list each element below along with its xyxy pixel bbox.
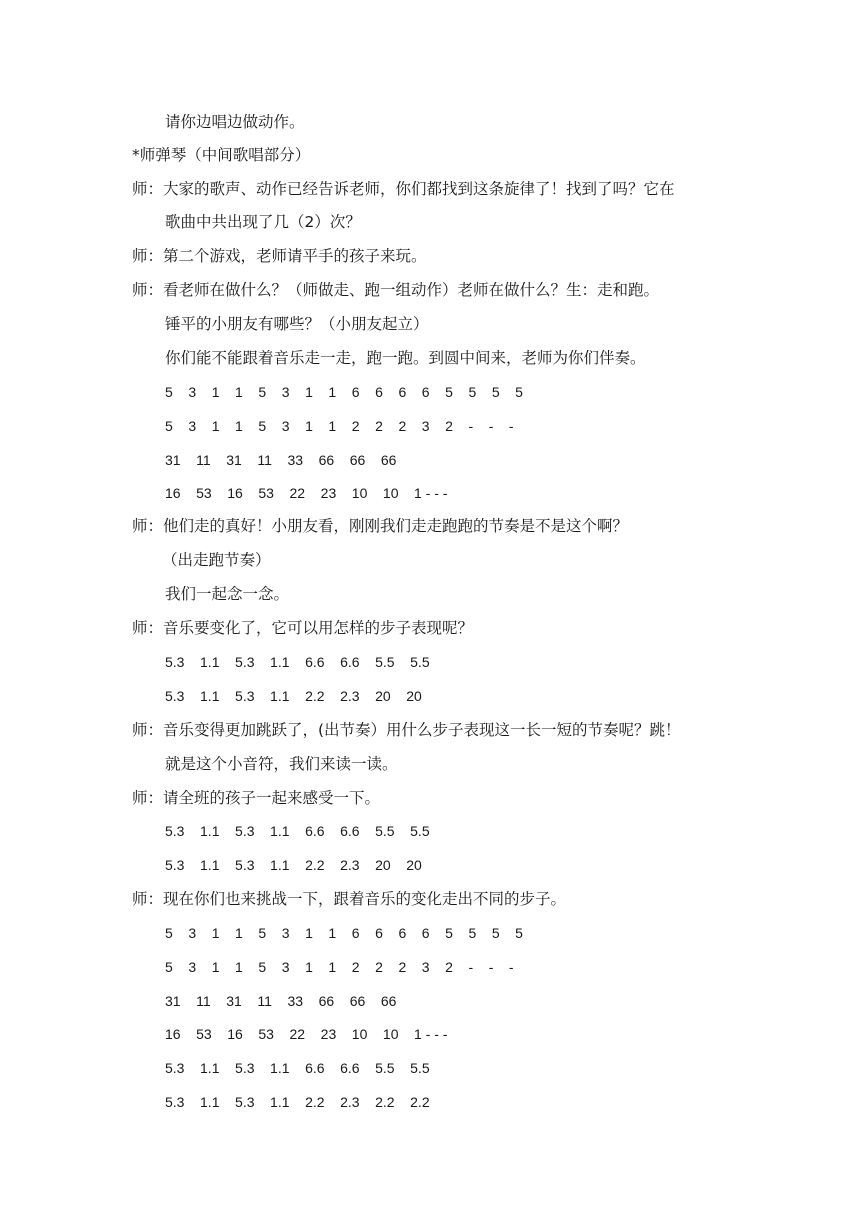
notation-line: 5.3 1.1 5.3 1.1 2.2 2.3 20 20: [165, 857, 422, 873]
text-line: 请你边唱边做动作。: [165, 113, 305, 131]
notation-line: 5.3 1.1 5.3 1.1 6.6 6.6 5.5 5.5: [165, 654, 430, 670]
notation-line: 5 3 1 1 5 3 1 1 6 6 6 6 5 5 5 5: [165, 384, 523, 400]
notation-line: 16 53 16 53 22 23 10 10 1 - - -: [165, 1026, 448, 1042]
notation-line: 5.3 1.1 5.3 1.1 6.6 6.6 5.5 5.5: [165, 823, 430, 839]
notation-line: 5 3 1 1 5 3 1 1 2 2 2 3 2 - - -: [165, 959, 514, 975]
text-line: 师：音乐要变化了，它可以用怎样的步子表现呢？: [132, 619, 474, 637]
notation-line: 5.3 1.1 5.3 1.1 2.2 2.3 20 20: [165, 688, 422, 704]
text-line: 师：现在你们也来挑战一下，跟着音乐的变化走出不同的步子。: [132, 890, 567, 908]
text-line: 师：音乐变得更加跳跃了，(出节奏）用什么步子表现这一长一短的节奏呢？跳！: [132, 721, 681, 739]
notation-line: 5.3 1.1 5.3 1.1 6.6 6.6 5.5 5.5: [165, 1060, 430, 1076]
text-line: 师：大家的歌声、动作已经告诉老师，你们都找到这条旋律了！找到了吗？它在: [132, 180, 675, 198]
text-line: 锤平的小朋友有哪些？（小朋友起立）: [165, 315, 429, 333]
text-line: 师：看老师在做什么？（师做走、跑一组动作）老师在做什么？生：走和跑。: [132, 281, 660, 299]
notation-line: 5 3 1 1 5 3 1 1 6 6 6 6 5 5 5 5: [165, 925, 523, 941]
notation-line: 31 11 31 11 33 66 66 66: [165, 993, 397, 1009]
text-line: 就是这个小音符，我们来读一读。: [165, 755, 398, 773]
notation-line: 16 53 16 53 22 23 10 10 1 - - -: [165, 485, 448, 501]
text-line: *师弹琴（中间歌唱部分）: [132, 146, 311, 164]
text-line: 师：他们走的真好！小朋友看，刚刚我们走走跑跑的节奏是不是这个啊？: [132, 517, 629, 535]
notation-line: 5 3 1 1 5 3 1 1 2 2 2 3 2 - - -: [165, 418, 514, 434]
text-line: （出走跑节奏）: [162, 551, 271, 569]
text-line: 你们能不能跟着音乐走一走，跑一跑。到圆中间来，老师为你们伴奏。: [165, 349, 646, 367]
text-line: 师：请全班的孩子一起来感受一下。: [132, 789, 381, 807]
text-line: 师：第二个游戏，老师请平手的孩子来玩。: [132, 247, 427, 265]
notation-line: 31 11 31 11 33 66 66 66: [165, 452, 397, 468]
text-line: 歌曲中共出现了几（2）次？: [165, 213, 361, 231]
notation-line: 5.3 1.1 5.3 1.1 2.2 2.3 2.2 2.2: [165, 1094, 430, 1110]
text-line: 我们一起念一念。: [165, 585, 290, 603]
